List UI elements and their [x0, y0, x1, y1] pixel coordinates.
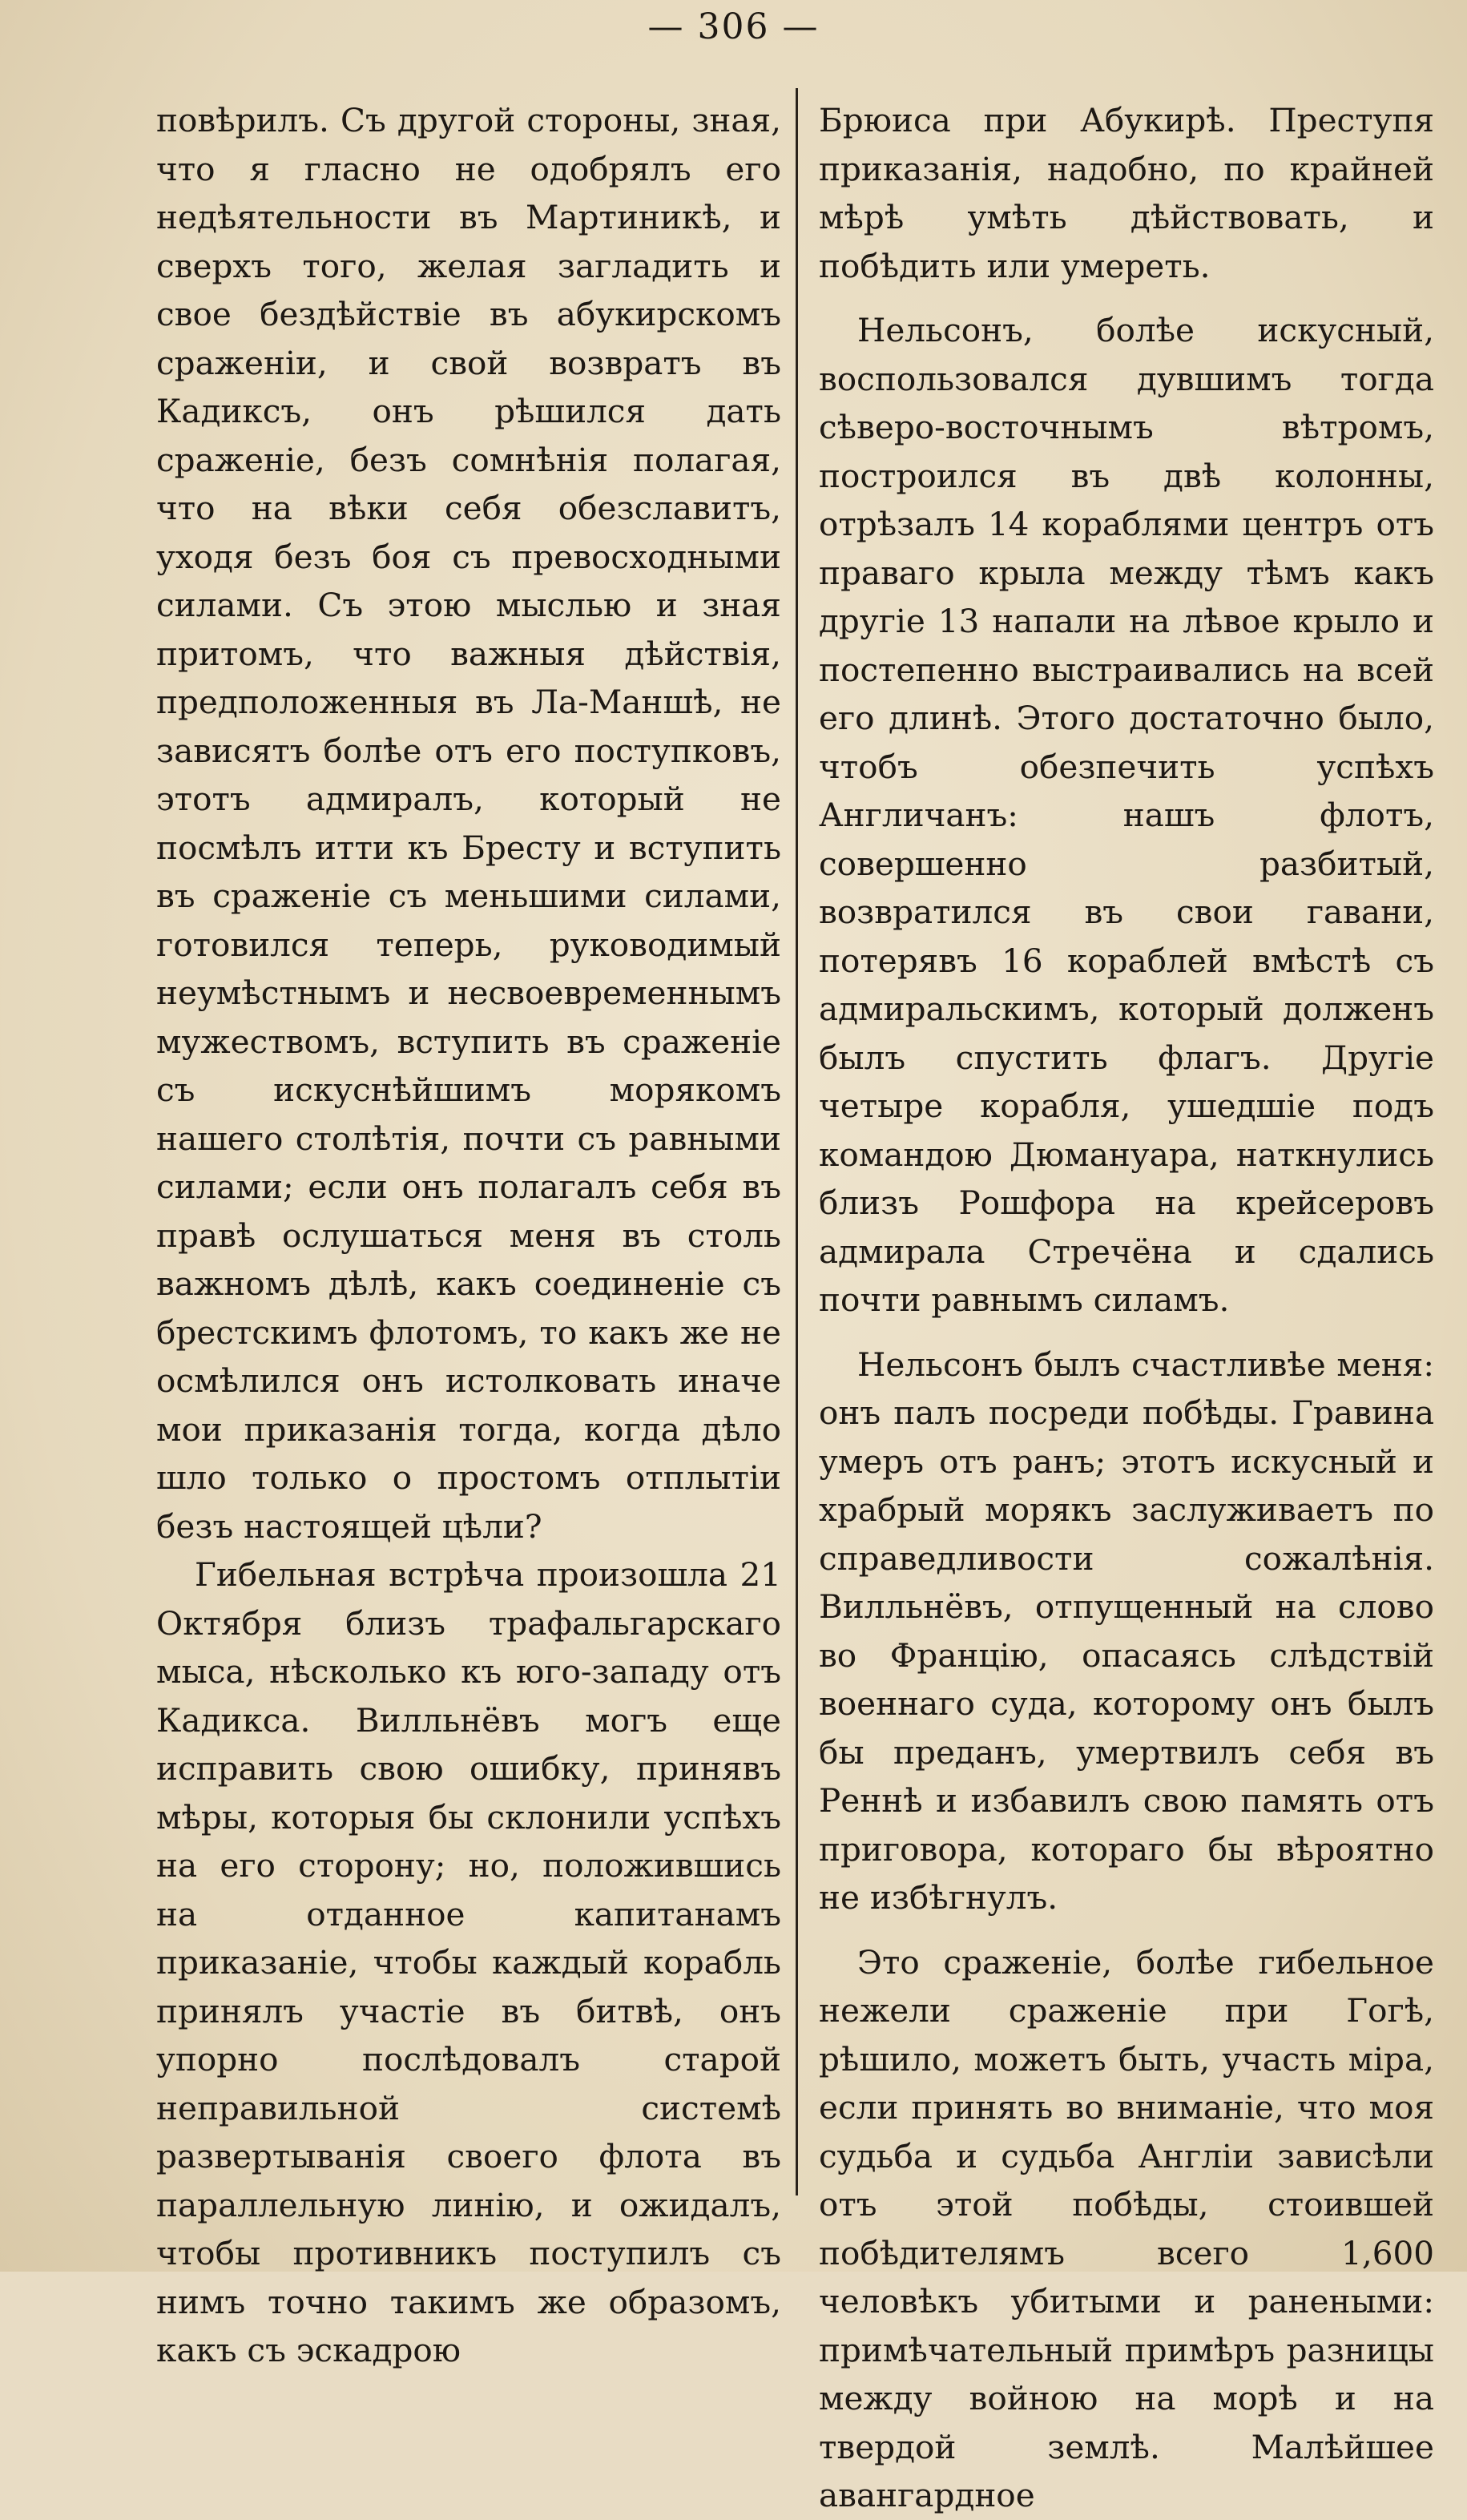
paragraph: Нельсонъ былъ счастливѣе меня: онъ палъ посреди побѣды. Гравина умеръ отъ ранъ; этотъ искусный и храбрый морякъ заслуживаетъ по справедливости сожалѣнія. Вилльнёвъ, отпущенный на слово во Францію, опасаясь слѣдствій военнаго суда, которому онъ былъ бы преданъ, умертвилъ себя въ Реннѣ и избавилъ свою память отъ приговора, котораго бы вѣроятно не избѣгнулъ. [819, 1345, 1434, 1917]
left-column [156, 96, 781, 2375]
paragraph: Гибельная встрѣча произошла 21 Октября близъ трафальгарскаго мыса, нѣсколько къ юго-западу отъ Кадикса. Вилльнёвъ могъ еще исправить свою ошибку, принявъ мѣры, которыя бы склонили успѣхъ на его сторону; но, положившись на отданное капитанамъ приказаніе, чтобы каждый корабль принялъ участіе въ битвѣ, онъ упорно послѣдовалъ старой неправильной системѣ развертыванія своего флота въ параллельную линію, и ожидалъ, чтобы противникъ поступилъ съ нимъ точно такимъ же образомъ, какъ съ эскадрою [156, 1555, 781, 2369]
paragraph: Брюиса при Абукирѣ. Преступя приказанія, надобно, по крайней мѣрѣ умѣть дѣйствовать, и побѣдить или умереть. [819, 101, 1434, 285]
paragraph: Нельсонъ, болѣе искусный, воспользовался дувшимъ тогда сѣверо-восточнымъ вѣтромъ, построился въ двѣ колонны, отрѣзалъ 14 кораблями центръ отъ праваго крыла между тѣмъ какъ другіе 13 напали на лѣвое крыло и постепенно выстраивались на всей его длинѣ. Этого достаточно было, чтобъ обезпечить успѣхъ Англичанъ: нашъ флотъ, совершенно разбитый, возвратился въ свои гавани, потерявъ 16 кораблей вмѣстѣ съ адмиральскимъ, который долженъ былъ спустить флагъ. Другіе четыре корабля, ушедшіе подъ командою Дюмануара, наткнулись близъ Рошфора на крейсеровъ адмирала Стречёна и сдались почти равнымъ силамъ. [819, 311, 1434, 1319]
page-number: — 306 — [647, 6, 820, 47]
paragraph: повѣрилъ. Съ другой стороны, зная, что я гласно не одобрялъ его недѣятельности въ Мартиникѣ, и сверхъ того, желая загладить и свое бездѣйствіе въ абукирскомъ сраженіи, и свой возвратъ въ Кадиксъ, онъ рѣшился дать сраженіе, безъ сомнѣнія полагая, что на вѣки себя обезславитъ, уходя безъ боя съ превосходными силами. Съ этою мыслью и зная притомъ, что важныя дѣйствія, предположенныя въ Ла-Маншѣ, не зависятъ болѣе отъ его поступковъ, этотъ адмиралъ, который не посмѣлъ итти къ Бресту и вступить въ сраженіе съ меньшими силами, готовился теперь, руководимый неумѣстнымъ и несвоевременнымъ мужествомъ, вступить въ сраженіе съ искуснѣйшимъ морякомъ нашего столѣтія, почти съ равными силами; если онъ полагалъ себя въ правѣ ослушаться меня въ столь важномъ дѣлѣ, какъ соединеніе съ брестскимъ флотомъ, то какъ же не осмѣлился онъ истолковать иначе мои приказанія тогда, когда дѣло шло только о простомъ отплытіи безъ настоящей цѣли? [156, 101, 781, 1546]
paragraph: Это сраженіе, болѣе гибельное нежели сраженіе при Гогѣ, рѣшило, можетъ быть, участь міра, если принять во вниманіе, что моя судьба и судьба Англіи зависѣли отъ этой побѣды, стоившей побѣдителямъ всего 1,600 человѣкъ убитыми и ранеными: примѣчательный примѣръ разницы между войною на морѣ и на твердой землѣ. Малѣйшее авангардное [819, 1942, 1434, 2514]
column-divider [796, 88, 798, 2195]
right-column [819, 96, 1434, 2520]
